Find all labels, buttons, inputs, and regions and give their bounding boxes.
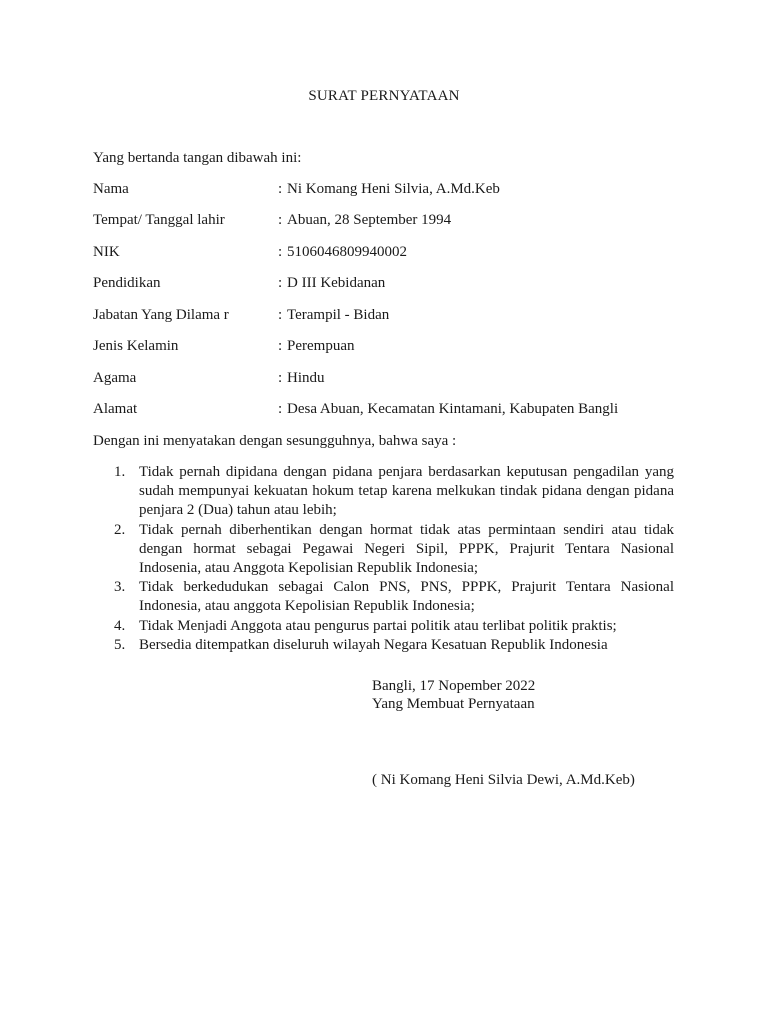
field-colon: : (278, 338, 283, 354)
field-colon: : (278, 244, 283, 260)
statement-list (93, 463, 674, 655)
signature-name: ( Ni Komang Heni Silvia Dewi, A.Md.Keb) (372, 772, 635, 788)
list-text: Tidak Menjadi Anggota atau pengurus partai politik atau terlibat politik praktis; (139, 617, 617, 634)
field-row-jenis-kelamin (93, 338, 693, 358)
field-colon: : (278, 181, 283, 197)
list-number: 5. (114, 636, 126, 653)
list-text: Tidak berkedudukan sebagai Calon PNS, PNS, PPPK, Prajurit Tentara Nasional Indonesia, atau anggota Kepolisian Republik Indonesia; (139, 579, 674, 615)
list-number: 4. (114, 617, 126, 634)
field-label: Jenis Kelamin (93, 338, 179, 354)
field-value: Hindu (287, 370, 325, 386)
declaration-text: Dengan ini menyatakan dengan sesungguhnya, bahwa saya : (93, 433, 457, 449)
field-colon: : (278, 212, 283, 228)
list-number: 1. (114, 464, 126, 480)
list-item (93, 578, 674, 616)
list-item (93, 636, 674, 655)
field-label: Agama (93, 370, 137, 386)
list-item (93, 617, 674, 636)
list-number: 3. (114, 579, 126, 596)
field-value: 5106046809940002 (287, 244, 407, 260)
list-number: 2. (114, 521, 126, 538)
signature-role: Yang Membuat Pernyataan (372, 696, 535, 712)
field-row-nama (93, 181, 693, 201)
field-label: Pendidikan (93, 275, 161, 291)
field-colon: : (278, 307, 283, 323)
field-colon: : (278, 275, 283, 291)
field-label: Nama (93, 181, 129, 197)
field-row-nik (93, 244, 693, 264)
field-colon: : (278, 401, 283, 417)
list-text: Bersedia ditempatkan diseluruh wilayah Negara Kesatuan Republik Indonesia (139, 636, 608, 653)
list-text: Tidak pernah dipidana dengan pidana penjara berdasarkan keputusan pengadilan yang sudah mempunyai kekuatan hokum tetap karena melkukan tindak pidana dengan pidana penjara 2 (Dua) tahun atau lebih; (139, 464, 674, 519)
field-value: Perempuan (287, 338, 355, 354)
field-value: Ni Komang Heni Silvia, A.Md.Keb (287, 181, 500, 197)
field-row-pendidikan (93, 275, 693, 295)
field-value: Abuan, 28 September 1994 (287, 212, 452, 228)
field-row-agama (93, 370, 693, 390)
field-colon: : (278, 370, 283, 386)
list-item (93, 521, 674, 579)
field-row-tempat-tanggal-lahir (93, 212, 693, 232)
intro-text: Yang bertanda tangan dibawah ini: (93, 150, 302, 166)
field-value: Desa Abuan, Kecamatan Kintamani, Kabupaten Bangli (287, 401, 619, 417)
document-title: SURAT PERNYATAAN (308, 88, 460, 104)
field-label: NIK (93, 244, 120, 260)
field-row-jabatan (93, 307, 693, 327)
list-text: Tidak pernah diberhentikan dengan hormat tidak atas permintaan sendiri atau tidak dengan hormat sebagai Pegawai Negeri Sipil, PPPK, Prajurit Tentara Nasional Indosenia, atau Anggota Kepolisian Republik Indonesia; (139, 521, 674, 577)
field-label: Tempat/ Tanggal lahir (93, 212, 225, 228)
field-value: D III Kebidanan (287, 275, 386, 291)
list-item (93, 463, 674, 521)
field-label: Alamat (93, 401, 138, 417)
field-row-alamat (93, 401, 693, 421)
field-value: Terampil - Bidan (287, 307, 390, 323)
field-label: Jabatan Yang Dilama r (93, 307, 229, 323)
signature-place-date: Bangli, 17 Nopember 2022 (372, 678, 536, 694)
